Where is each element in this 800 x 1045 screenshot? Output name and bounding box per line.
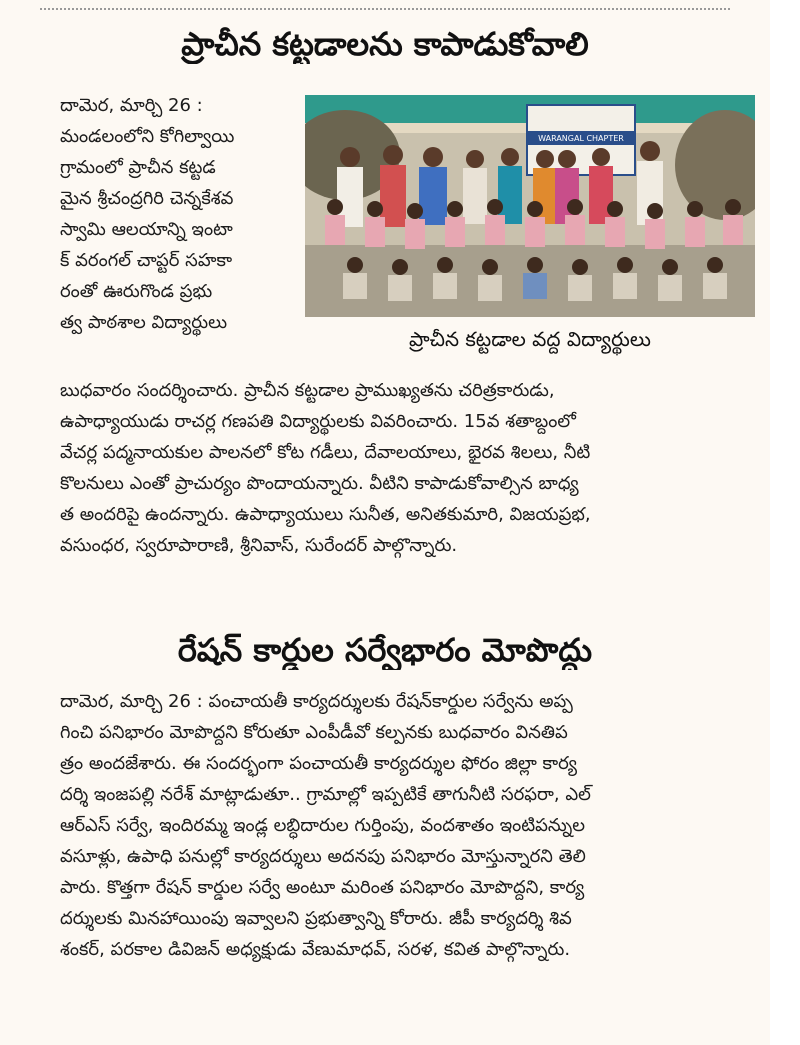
article1-body <box>60 375 760 561</box>
article1-lead-line: మైన శ్రీచంద్రగిరి చెన్నకేశవ <box>60 188 234 209</box>
article1-body-line: ఉపాధ్యాయుడు రాచర్ల గణపతి విద్యార్థులకు వివరించారు. 15వ శతాబ్దంలో <box>60 411 576 432</box>
article1-lead-line: త్వ పాఠశాల విద్యార్థులు <box>60 312 228 333</box>
article1-lead-line: దామెర, మార్చి 26 : <box>60 95 203 116</box>
article1-lead-line: గ్రామంలో ప్రాచీన కట్టడ <box>60 157 216 178</box>
article2-body-line: దర్శి ఇంజపల్లి నరేశ్ మాట్లాడుతూ.. గ్రామాల్లో ఇప్పటికే తాగునీటి సరఫరా, ఎల్ <box>60 784 591 805</box>
article1-body-line: త అందరిపై ఉందన్నారు. ఉపాధ్యాయులు సునీత, అనితకుమారి, విజయప్రభ, <box>60 504 591 525</box>
article2-body-line: గించి పనిభారం మోపొద్దని కోరుతూ ఎంపీడీవో కల్పనకు బుధవారం వినతిప <box>60 722 568 743</box>
article1-body-line: వేచర్ల పద్మనాయకుల పాలనలో కోట గడీలు, దేవాలయాలు, భైరవ శిలలు, నీటి <box>60 442 591 463</box>
article2-body-line: దర్శులకు మినహాయింపు ఇవ్వాలని ప్రభుత్వాన్ని కోరారు. జీపీ కార్యదర్శి శివ <box>60 908 572 929</box>
article1-lead-line: స్వామి ఆలయాన్ని ఇంటా <box>60 219 233 240</box>
article1-lead-column <box>60 90 290 338</box>
photo-caption: ప్రాచీన కట్టడాల వద్ద విద్యార్థులు <box>409 327 651 351</box>
article1-lead-line: రంతో ఊరుగొండ ప్రభు <box>60 281 213 302</box>
article1-photo <box>305 95 755 317</box>
article2-headline: రేషన్ కార్డుల సర్వేభారం మోపొద్దు <box>177 631 593 669</box>
students-row-front <box>343 257 727 301</box>
previous-article-edge <box>0 0 770 12</box>
article2-body <box>60 686 760 965</box>
group-photo-illustration <box>305 95 755 317</box>
article1-lead-line: మండలంలోని కోగిల్వాయి <box>60 126 235 147</box>
banner-text: WARANGAL CHAPTER <box>538 134 624 143</box>
article1-body-line: వసుంధర, స్వరూపారాణి, శ్రీనివాస్, సురేందర్ పాల్గొన్నారు. <box>60 535 458 556</box>
article2-body-line: వసూళ్లు, ఉపాధి పనుల్లో కార్యదర్శులు అదనపు పనిభారం మోస్తున్నారని తెలి <box>60 846 586 867</box>
article2-body-line: ఆర్ఎస్ సర్వే, ఇందిరమ్మ ఇండ్ల లబ్ధిదారుల గుర్తింపు, వందశాతం ఇంటిపన్నుల <box>60 815 585 836</box>
article2-body-line: శంకర్, పరకాల డివిజన్ అధ్యక్షుడు వేణుమాధవ్, సరళ, కవిత పాల్గొన్నారు. <box>60 939 571 960</box>
article2-body-line: పారు. కొత్తగా రేషన్ కార్డుల సర్వే అంటూ మరింత పనిభారం మోపొద్దని, కార్య <box>60 877 585 898</box>
article2-body-line: దామెర, మార్చి 26 : పంచాయతీ కార్యదర్శులకు రేషన్‌కార్డుల సర్వేను అప్ప <box>60 691 573 712</box>
article1-body-line: కొలనులు ఎంతో ప్రాచుర్యం పొందాయన్నారు. వీటిని కాపాడుకోవాల్సిన బాధ్య <box>60 473 579 494</box>
article1-lead-line: క్ వరంగల్ చాప్టర్ సహకా <box>60 250 233 271</box>
article2-body-line: త్రం అందజేశారు. ఈ సందర్భంగా పంచాయతీ కార్యదర్శుల ఫోరం జిల్లా కార్య <box>60 753 578 774</box>
article1-headline: ప్రాచీన కట్టడాలను కాపాడుకోవాలి <box>181 25 589 63</box>
article1-body-line: బుధవారం సందర్శించారు. ప్రాచీన కట్టడాల ప్రాముఖ్యతను చరిత్రకారుడు, <box>60 380 555 401</box>
